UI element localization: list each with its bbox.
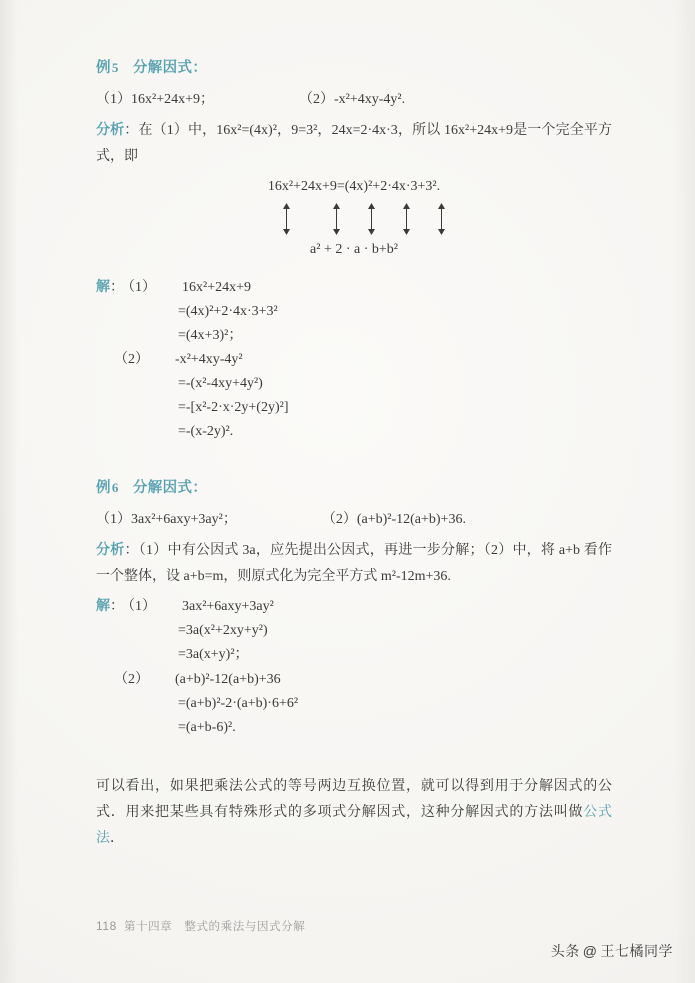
example-5-analysis — [96, 118, 612, 169]
example-5-title: 分解因式： — [132, 60, 208, 76]
double-arrow-icon-3 — [367, 203, 376, 235]
example-5-solution-label: 解 — [96, 279, 110, 295]
solution-line: =-(x²-4xy+4y²) — [178, 375, 263, 391]
solution-row — [96, 372, 612, 396]
solution-line: =3a(x²+2xy+y²) — [178, 623, 268, 639]
example-6-problems — [96, 509, 612, 531]
double-arrow-icon-2 — [332, 203, 341, 235]
solution-line: (a+b)²-12(a+b)+36 — [175, 671, 281, 687]
solution-part-label: （2） — [114, 351, 149, 367]
colon: ： — [110, 279, 124, 295]
solution-row — [96, 668, 612, 692]
watermark-source: 头条 — [550, 943, 580, 959]
example-6-problem-1: （1）3ax²+6axy+3ay²； — [96, 511, 237, 527]
solution-part-label: （2） — [114, 671, 149, 687]
solution-line: 16x²+24x+9 — [182, 279, 251, 295]
solution-row — [96, 300, 612, 324]
solution-row — [96, 324, 612, 348]
solution-row — [96, 692, 612, 716]
example-6-label: 例6 — [96, 480, 119, 497]
example-5-analysis-label: 分析 — [96, 123, 125, 139]
watermark — [551, 941, 673, 961]
example-5-problems — [96, 89, 612, 111]
example-6-problem-2: （2）(a+b)²-12(a+b)+36. — [328, 511, 466, 527]
solution-line: =(4x+3)²； — [178, 327, 243, 343]
solution-line: -x²+4xy-4y² — [175, 351, 243, 367]
watermark-handle: 王七橘同学 — [600, 943, 673, 959]
example-6-analysis-label: 分析 — [96, 543, 125, 559]
watermark-separator: @ — [582, 943, 598, 959]
solution-row — [96, 595, 612, 619]
closing-text-after: ． — [110, 830, 124, 846]
square-pattern-formula: a² + 2 · a · b+b² — [310, 242, 398, 258]
example-6-solution-label: 解 — [96, 599, 110, 615]
solution-line: =(a+b-6)². — [178, 719, 236, 735]
solution-row — [96, 348, 612, 372]
page-number: 118 — [96, 919, 117, 933]
solution-row — [96, 420, 612, 444]
solution-line: =(a+b)²-2·(a+b)·6+6² — [178, 695, 299, 711]
solution-part-label: （1） — [128, 599, 156, 615]
example-6-analysis-text: ：（1）中有公因式 3a，应先提出公因式，再进一步分解；（2）中，将 a+b 看作一个整体，设 a+b=m，则原式化为完全平方式 m²-12m+36. — [96, 543, 612, 584]
example-5-label: 例5 — [96, 60, 119, 76]
solution-row — [96, 619, 612, 643]
example-6-title: 分解因式： — [132, 480, 208, 497]
solution-row — [96, 716, 612, 740]
solution-line: =(4x)²+2·4x·3+3² — [178, 303, 278, 319]
example-6-solution — [96, 595, 612, 739]
double-arrow-icon-4 — [402, 203, 411, 235]
example-5-display-equation: 16x²+24x+9=(4x)²+2·4x·3+3². — [267, 179, 441, 195]
solution-row — [96, 396, 612, 420]
example-5-problem-1: （1）16x²+24x+9； — [96, 91, 214, 107]
example-6-analysis — [96, 538, 612, 589]
closing-paragraph — [96, 774, 612, 852]
solution-line: =-(x-2y)². — [178, 424, 234, 440]
solution-row — [96, 276, 612, 300]
chapter-number: 第十四章 — [123, 921, 173, 933]
example-5-solution — [96, 276, 612, 445]
term-formula-method: 公式法 — [96, 804, 612, 846]
arrow-diagram — [96, 199, 612, 243]
solution-line: =-[x²-2·x·2y+(2y)²] — [178, 400, 289, 416]
page-content — [96, 58, 612, 851]
double-arrow-icon-1 — [282, 203, 291, 235]
chapter-title: 整式的乘法与因式分解 — [184, 921, 306, 933]
example-5-analysis-text: ：在（1）中，16x²=(4x)²，9=3²，24x=2·4x·3，所以 16x²+24x+9是一个完全平方式，即 — [96, 123, 613, 164]
example-5-heading — [96, 58, 612, 80]
double-arrow-icon-5 — [437, 203, 446, 235]
closing-text-before: 可以看出，如果把乘法公式的等号两边互换位置，就可以得到用于分解因式的公式．用来把某些具有特殊形式的多项式分解因式，这种分解因式的方法叫做 — [96, 778, 612, 820]
solution-row — [96, 643, 612, 667]
example-6-heading — [96, 478, 612, 500]
page-footer — [96, 918, 305, 934]
solution-line: 3ax²+6axy+3ay² — [182, 599, 274, 615]
example-5-problem-2: （2）-x²+4xy-4y². — [306, 91, 406, 107]
solution-part-label: （1） — [128, 279, 156, 295]
solution-line: =3a(x+y)²； — [178, 647, 249, 663]
colon: ： — [110, 599, 124, 615]
